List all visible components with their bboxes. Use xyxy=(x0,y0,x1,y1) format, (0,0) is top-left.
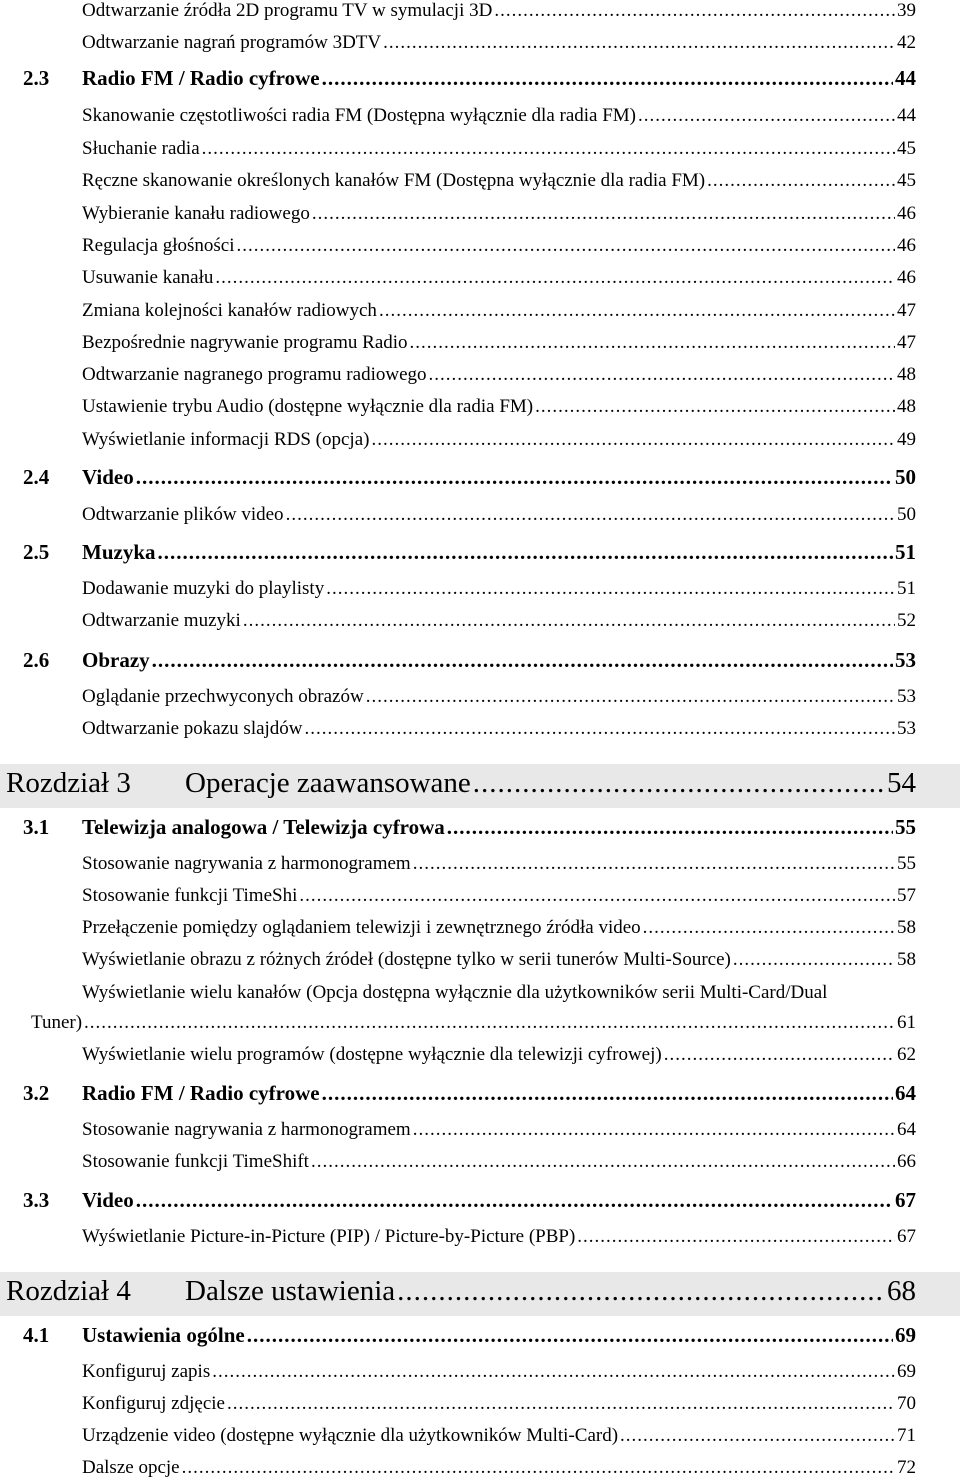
toc-leader xyxy=(664,1044,895,1066)
toc-section-number: 3.2 xyxy=(23,1081,50,1105)
toc-leader xyxy=(158,540,894,565)
toc-section-number: 2.6 xyxy=(23,648,50,672)
toc-section[interactable] xyxy=(82,1188,916,1213)
toc-entry[interactable] xyxy=(82,1457,916,1479)
toc-chapter-page: 68 xyxy=(887,1275,916,1307)
toc-entry-page: 72 xyxy=(897,1457,916,1478)
toc-entry[interactable] xyxy=(82,32,916,54)
toc-entry-page: 69 xyxy=(897,1361,916,1382)
toc-entry-title: Odtwarzanie źródła 2D programu TV w symulacji 3D xyxy=(82,0,493,21)
toc-entry-title: Wyświetlanie wielu programów (dostępne wyłącznie dla telewizji cyfrowej) xyxy=(82,1044,662,1065)
toc-section[interactable] xyxy=(82,1081,916,1106)
toc-section[interactable] xyxy=(82,66,916,91)
toc-leader xyxy=(202,138,895,160)
toc-entry[interactable] xyxy=(82,203,916,225)
toc-leader xyxy=(643,917,895,939)
toc-entry[interactable] xyxy=(82,686,916,708)
toc-section[interactable] xyxy=(82,540,916,565)
toc-entry-title: Odtwarzanie plików video xyxy=(82,504,284,525)
toc-entry-page: 53 xyxy=(897,718,916,739)
toc-chapter-title: Dalsze ustawienia xyxy=(185,1275,396,1307)
toc-entry-title: Konfiguruj zdjęcie xyxy=(82,1393,225,1414)
toc-entry-title: Wyświetlanie informacji RDS (opcja) xyxy=(82,429,370,450)
toc-entry-title: Zmiana kolejności kanałów radiowych xyxy=(82,300,377,321)
toc-entry-page: 50 xyxy=(897,504,916,525)
toc-chapter[interactable] xyxy=(185,767,916,800)
toc-leader xyxy=(371,429,895,451)
toc-entry[interactable] xyxy=(82,1425,916,1447)
toc-entry[interactable] xyxy=(82,917,916,939)
toc-section-page: 67 xyxy=(895,1188,916,1212)
toc-section[interactable] xyxy=(82,1323,916,1348)
toc-section-title: Video xyxy=(82,465,134,489)
toc-entry-page: 46 xyxy=(897,267,916,288)
toc-leader xyxy=(473,767,885,800)
toc-chapter-page: 54 xyxy=(887,767,916,799)
toc-entry[interactable] xyxy=(82,364,916,386)
toc-entry-title: Usuwanie kanału xyxy=(82,267,214,288)
toc-entry-page: 45 xyxy=(897,138,916,159)
toc-chapter-title: Operacje zaawansowane xyxy=(185,767,471,799)
toc-entry-title: Stosowanie nagrywania z harmonogramem xyxy=(82,853,411,874)
toc-section-page: 69 xyxy=(895,1323,916,1347)
toc-leader xyxy=(136,1188,893,1213)
toc-entry-title: Odtwarzanie muzyki xyxy=(82,610,241,631)
toc-entry[interactable] xyxy=(82,578,916,600)
toc-section-title: Radio FM / Radio cyfrowe xyxy=(82,1081,320,1105)
toc-entry[interactable] xyxy=(82,170,916,192)
toc-entry-page: 47 xyxy=(897,300,916,321)
toc-entry-page: 44 xyxy=(897,105,916,126)
toc-section-title: Muzyka xyxy=(82,540,156,564)
toc-section-number: 4.1 xyxy=(23,1323,50,1347)
toc-leader xyxy=(620,1425,895,1447)
toc-entry-title: Urządzenie video (dostępne wyłącznie dla użytkowników Multi-Card) xyxy=(82,1425,619,1446)
toc-entry-title: Stosowanie nagrywania z harmonogramem xyxy=(82,1119,411,1140)
toc-entry-page: 66 xyxy=(897,1151,916,1172)
toc-leader xyxy=(733,949,895,971)
toc-entry[interactable] xyxy=(82,0,916,22)
toc-entry-title: Skanowanie częstotliwości radia FM (Dostępna wyłącznie dla radia FM) xyxy=(82,105,637,126)
toc-leader xyxy=(286,504,895,526)
toc-entry-title[interactable]: Wyświetlanie wielu kanałów (Opcja dostępna wyłącznie dla użytkowników serii Multi-Card/Dual xyxy=(82,982,828,1003)
toc-entry[interactable] xyxy=(82,1226,916,1248)
toc-entry-title: Odtwarzanie pokazu slajdów xyxy=(82,718,303,739)
toc-entry[interactable] xyxy=(82,138,916,160)
toc-leader xyxy=(429,364,896,386)
toc-section-number: 3.1 xyxy=(23,815,50,839)
toc-entry-page: 47 xyxy=(897,332,916,353)
toc-entry[interactable] xyxy=(82,429,916,451)
toc-entry-title: Oglądanie przechwyconych obrazów xyxy=(82,686,364,707)
toc-entry[interactable] xyxy=(82,1393,916,1415)
toc-leader xyxy=(326,578,895,600)
chapter-label: Rozdział 3 xyxy=(6,767,131,799)
toc-entry-page: 48 xyxy=(897,396,916,417)
toc-entry-page: 49 xyxy=(897,429,916,450)
toc-leader xyxy=(447,815,893,840)
toc-entry-title: Bezpośrednie nagrywanie programu Radio xyxy=(82,332,408,353)
toc-entry[interactable] xyxy=(82,332,916,354)
toc-entry-title: Wybieranie kanału radiowego xyxy=(82,203,310,224)
toc-leader xyxy=(237,235,896,257)
toc-entry[interactable] xyxy=(82,610,916,632)
toc-entry[interactable] xyxy=(82,1361,916,1383)
toc-section[interactable] xyxy=(82,465,916,490)
toc-section[interactable] xyxy=(82,648,916,673)
toc-entry-title: Ustawienie trybu Audio (dostępne wyłącznie dla radia FM) xyxy=(82,396,534,417)
toc-entry[interactable] xyxy=(31,1012,916,1034)
toc-section-page: 53 xyxy=(895,648,916,672)
toc-entry-page: 71 xyxy=(897,1425,916,1446)
toc-entry-page: 46 xyxy=(897,235,916,256)
toc-leader xyxy=(299,885,895,907)
toc-section-title: Ustawienia ogólne xyxy=(82,1323,245,1347)
toc-entry[interactable] xyxy=(82,718,916,740)
toc-leader xyxy=(212,1361,895,1383)
toc-leader xyxy=(413,1119,895,1141)
toc-entry-title: Stosowanie funkcji TimeShift xyxy=(82,1151,309,1172)
toc-entry[interactable] xyxy=(82,949,916,971)
toc-section-title: Video xyxy=(82,1188,134,1212)
toc-leader xyxy=(227,1393,895,1415)
toc-leader xyxy=(413,853,895,875)
toc-entry-page: 55 xyxy=(897,853,916,874)
toc-entry-page: 46 xyxy=(897,203,916,224)
toc-entry-page: 53 xyxy=(897,686,916,707)
toc-entry-title: Odtwarzanie nagrań programów 3DTV xyxy=(82,32,382,53)
toc-section[interactable] xyxy=(82,815,916,840)
toc-entry-page: 57 xyxy=(897,885,916,906)
toc-leader xyxy=(311,1151,895,1173)
toc-entry-title: Konfiguruj zapis xyxy=(82,1361,211,1382)
chapter-label: Rozdział 4 xyxy=(6,1275,131,1307)
toc-leader xyxy=(577,1226,895,1248)
toc-leader xyxy=(182,1457,895,1479)
toc-entry-title: Przełączenie pomiędzy oglądaniem telewizji i zewnętrznego źródła video xyxy=(82,917,641,938)
toc-leader xyxy=(707,170,895,192)
toc-entry-page: 64 xyxy=(897,1119,916,1140)
toc-section-number: 2.5 xyxy=(23,540,50,564)
toc-leader xyxy=(84,1012,895,1034)
toc-entry[interactable] xyxy=(82,235,916,257)
toc-entry-page: 70 xyxy=(897,1393,916,1414)
toc-entry[interactable] xyxy=(82,267,916,289)
toc-leader xyxy=(397,1275,885,1308)
toc-entry-title: Wyświetlanie Picture-in-Picture (PIP) / Picture-by-Picture (PBP) xyxy=(82,1226,576,1247)
toc-entry-title: Ręczne skanowanie określonych kanałów FM (Dostępna wyłącznie dla radia FM) xyxy=(82,170,706,191)
toc-entry-page: 45 xyxy=(897,170,916,191)
toc-entry-title: Odtwarzanie nagranego programu radiowego xyxy=(82,364,427,385)
toc-entry[interactable] xyxy=(82,853,916,875)
toc-entry-page: 48 xyxy=(897,364,916,385)
toc-leader xyxy=(410,332,895,354)
toc-leader xyxy=(136,465,893,490)
toc-entry[interactable] xyxy=(82,396,916,418)
toc-leader xyxy=(322,1081,893,1106)
toc-entry-title: Regulacja głośności xyxy=(82,235,235,256)
toc-leader xyxy=(152,648,893,673)
toc-entry-title: Dodawanie muzyki do playlisty xyxy=(82,578,325,599)
toc-leader xyxy=(215,267,895,289)
toc-leader xyxy=(494,0,895,22)
toc-entry-page: 42 xyxy=(897,32,916,53)
toc-leader xyxy=(638,105,895,127)
toc-leader xyxy=(322,66,893,91)
toc-section-title: Radio FM / Radio cyfrowe xyxy=(82,66,320,90)
toc-section-number: 2.4 xyxy=(23,465,50,489)
toc-entry-title: Tuner) xyxy=(31,1012,83,1033)
toc-section-title: Telewizja analogowa / Telewizja cyfrowa xyxy=(82,815,445,839)
toc-entry[interactable] xyxy=(82,885,916,907)
toc-entry-page: 51 xyxy=(897,578,916,599)
toc-entry-page: 61 xyxy=(897,1012,916,1033)
toc-entry-page: 67 xyxy=(897,1226,916,1247)
toc-chapter[interactable] xyxy=(185,1275,916,1308)
toc-entry-title: Stosowanie funkcji TimeShi xyxy=(82,885,298,906)
toc-leader xyxy=(379,300,895,322)
toc-section-page: 50 xyxy=(895,465,916,489)
toc-leader xyxy=(383,32,895,54)
toc-leader xyxy=(305,718,895,740)
toc-section-page: 64 xyxy=(895,1081,916,1105)
toc-leader xyxy=(535,396,895,418)
toc-entry[interactable] xyxy=(82,1044,916,1066)
toc-entry-title: Wyświetlanie obrazu z różnych źródeł (dostępne tylko w serii tunerów Multi-Source) xyxy=(82,949,731,970)
toc-entry-page: 39 xyxy=(897,0,916,21)
toc-entry[interactable] xyxy=(82,300,916,322)
toc-section-number: 2.3 xyxy=(23,66,50,90)
toc-entry-page: 52 xyxy=(897,610,916,631)
toc-leader xyxy=(366,686,895,708)
toc-entry-page: 58 xyxy=(897,917,916,938)
toc-leader xyxy=(243,610,895,632)
toc-entry[interactable] xyxy=(82,504,916,526)
toc-entry-title: Dalsze opcje xyxy=(82,1457,180,1478)
toc-entry[interactable] xyxy=(82,1119,916,1141)
toc-entry[interactable] xyxy=(82,1151,916,1173)
toc-entry[interactable] xyxy=(82,105,916,127)
toc-section-number: 3.3 xyxy=(23,1188,50,1212)
toc-entry-title: Słuchanie radia xyxy=(82,138,200,159)
toc-section-page: 51 xyxy=(895,540,916,564)
toc-section-page: 44 xyxy=(895,66,916,90)
toc-entry-page: 62 xyxy=(897,1044,916,1065)
toc-section-page: 55 xyxy=(895,815,916,839)
toc-section-title: Obrazy xyxy=(82,648,150,672)
toc-leader xyxy=(247,1323,893,1348)
toc-leader xyxy=(312,203,895,225)
toc-entry-page: 58 xyxy=(897,949,916,970)
